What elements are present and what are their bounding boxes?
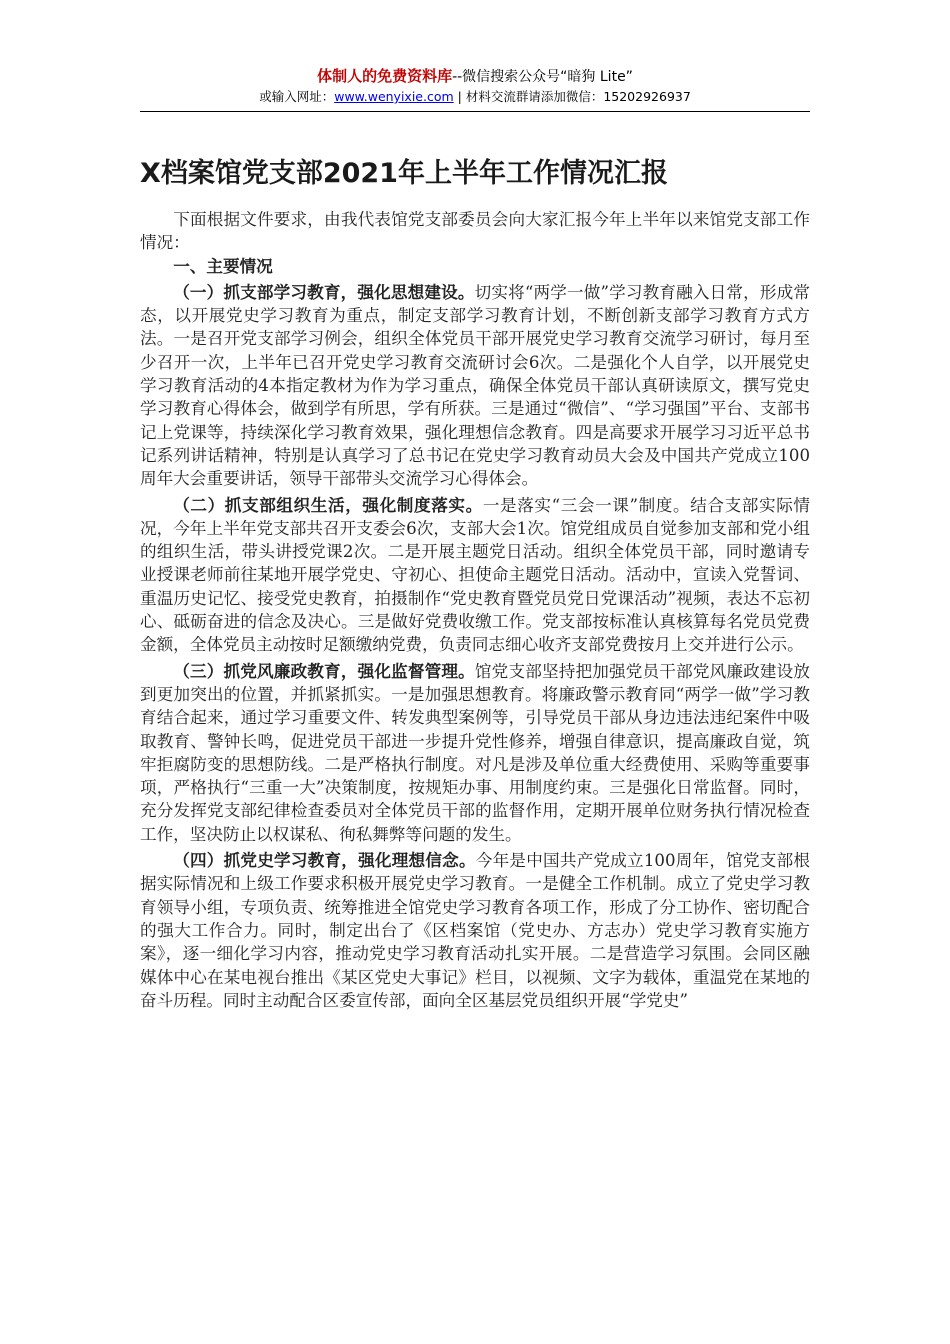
document-title: X档案馆党支部2021年上半年工作情况汇报 <box>140 158 668 189</box>
header-line-2 <box>140 87 810 107</box>
header-url-prefix: 或输入网址： <box>259 89 335 104</box>
header-line-1 <box>140 66 810 87</box>
paragraph-text: 切实将“两学一做”学习教育融入日常，形成常态，以开展党史学习教育为重点，制定支部学习教育计划，不断创新支部学习教育方式方法。一是召开党支部学习例会，组织全体党员干部开展党史学习教育交流学习研讨，每月至少召开一次，上半年已召开党史学习教育交流研讨会6次。二是强化个人自学，以开展党史学习教育活动的4本指定教材为作为学习重点，确保全体党员干部认真研读原文，撰写党史学习教育心得体会，做到学有所思，学有所获。三是通过“微信”、“学习强国”平台、支部书记上党课等，持续深化学习教育效果，强化理想信念教育。四是高要求开展学习习近平总书记系列讲话精神，特别是认真学习了总书记在党史学习教育动员大会及中国共产党成立100周年大会重要讲话，领导干部带头交流学习心得体会。 <box>140 282 811 489</box>
header-tagline: --微信搜索公众号“暗狗 Lite” <box>452 69 633 85</box>
intro-paragraph: 下面根据文件要求，由我代表馆党支部委员会向大家汇报今年上半年以来馆党支部工作情况： <box>140 210 810 253</box>
section-heading: 一、主要情况 <box>173 256 273 276</box>
subsection-heading: （二）抓支部组织生活，强化制度落实。 <box>173 495 483 515</box>
header-contact: | 材料交流群请添加微信：15202926937 <box>453 89 691 104</box>
page-header <box>140 66 810 107</box>
subsection-heading: （四）抓党史学习教育，强化理想信念。 <box>173 851 476 871</box>
body-paragraph <box>140 849 810 1012</box>
paragraph-text: 今年是中国共产党成立100周年，馆党支部根据实际情况和上级工作要求积极开展党史学习教育。一是健全工作机制。成立了党史学习教育领导小组，专项负责、统筹推进全馆党史学习教育各项工作，形成了分工协作、密切配合的强大工作合力。同时，制定出台了《区档案馆（党史办、方志办）党史学习教育实施方案》，逐一细化学习内容，推动党史学习教育活动扎实开展。二是营造学习氛围。会同区融媒体中心在某电视台推出《某区党史大事记》栏目，以视频、文字为载体，重温党在某地的奋斗历程。同时主动配合区委宣传部，面向全区基层党员组织开展“学党史” <box>140 851 811 1010</box>
header-url-link[interactable]: www.wenyixie.com <box>334 89 454 104</box>
paragraph-text: 馆党支部坚持把加强党员干部党风廉政建设放到更加突出的位置，并抓紧抓实。一是加强思想教育。将廉政警示教育同“两学一做”学习教育结合起来，通过学习重要文件、转发典型案例等，引导党员干部从身边违法违纪案件中吸取教育、警钟长鸣，促进党员干部进一步提升党性修养，增强自律意识，提高廉政自觉，筑牢拒腐防变的思想防线。二是严格执行制度。对凡是涉及单位重大经费使用、采购等重要事项，严格执行“三重一大”决策制度，按规矩办事、用制度约束。三是强化日常监督。同时，充分发挥党支部纪律检查委员对全体党员干部的监督作用，定期开展单位财务执行情况检查工作，坚决防止以权谋私、徇私舞弊等问题的发生。 <box>140 661 811 844</box>
subsection-heading: （一）抓支部学习教育，强化思想建设。 <box>173 282 475 302</box>
header-divider <box>140 111 810 112</box>
body-paragraph <box>140 660 810 846</box>
body-paragraph <box>140 281 810 491</box>
body-paragraph <box>140 494 810 657</box>
paragraph-text: 一是落实“三会一课”制度。结合支部实际情况，今年上半年党支部共召开支委会6次，支部大会1次。馆党组成员自觉参加支部和党小组的组织生活，带头讲授党课2次。二是开展主题党日活动。组织全体党员干部，同时邀请专业授课老师前往某地开展学党史、守初心、担使命主题党日活动。活动中，宣读入党誓词、重温历史记忆、接受党史教育，拍摄制作“党史教育暨党员党日党课活动”视频，表达不忘初心、砥砺奋进的信念及决心。三是做好党费收缴工作。党支部按标准认真核算每名党员党费金额，全体党员主动按时足额缴纳党费，负责同志细心收齐支部党费按月上交并进行公示。 <box>140 495 811 655</box>
header-brand: 体制人的免费资料库 <box>317 67 453 85</box>
document-body <box>140 208 810 1012</box>
subsection-heading: （三）抓党风廉政教育，强化监督管理。 <box>173 661 475 681</box>
